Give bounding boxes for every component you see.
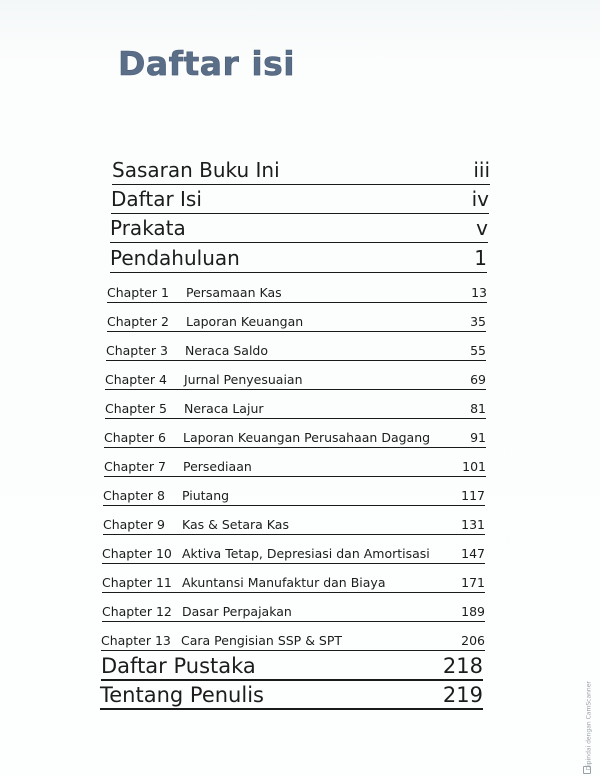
- chapter-page: 55: [470, 343, 486, 358]
- chapter-page: 117: [461, 488, 485, 503]
- toc-entry-label: Prakata: [110, 216, 186, 240]
- toc-chapter-row[interactable]: [105, 399, 486, 416]
- chapter-title: Persamaan Kas: [186, 285, 282, 300]
- chapter-title: Jurnal Penyesuaian: [184, 372, 303, 387]
- toc-entry-daftar-isi[interactable]: [111, 187, 489, 211]
- chapter-number: Chapter 10: [102, 546, 172, 561]
- chapter-title: Akuntansi Manufaktur dan Biaya: [182, 575, 386, 590]
- toc-entry-page: 1: [474, 246, 487, 270]
- chapter-page: 206: [461, 633, 485, 648]
- toc-entry-tentang-penulis[interactable]: [100, 681, 483, 707]
- chapter-page: 101: [462, 459, 486, 474]
- chapter-number: Chapter 12: [102, 604, 172, 619]
- chapter-title: Laporan Keuangan: [186, 314, 304, 329]
- chapter-page: 131: [461, 517, 485, 532]
- chapter-title: Laporan Keuangan Perusahaan Dagang: [183, 430, 431, 445]
- toc-chapter-row[interactable]: [103, 515, 485, 532]
- chapter-title: Persediaan: [183, 459, 252, 474]
- chapter-title: Dasar Perpajakan: [182, 604, 292, 619]
- chapter-page: 189: [461, 604, 485, 619]
- toc-entry-pendahuluan[interactable]: [110, 246, 487, 270]
- chapter-number: Chapter 4: [105, 372, 167, 387]
- toc-entry-sasaran[interactable]: [112, 158, 490, 182]
- toc-chapter-row[interactable]: [102, 573, 485, 590]
- chapter-page: 147: [461, 546, 485, 561]
- chapter-number: Chapter 1: [107, 285, 169, 300]
- chapter-title: Cara Pengisian SSP & SPT: [181, 633, 343, 648]
- chapter-title: Piutang: [182, 488, 230, 503]
- toc-entry-page: iv: [471, 187, 489, 211]
- toc-entry-label: Daftar Pustaka: [101, 654, 256, 678]
- toc-chapter-row[interactable]: [102, 602, 485, 619]
- chapter-number: Chapter 3: [106, 343, 168, 358]
- toc-chapter-row[interactable]: [104, 457, 486, 474]
- chapter-page: 69: [470, 372, 486, 387]
- toc-entry-label: Daftar Isi: [111, 187, 202, 211]
- toc-entry-page: 219: [442, 683, 483, 707]
- chapter-title: Kas & Setara Kas: [182, 517, 289, 532]
- chapter-page: 81: [470, 401, 486, 416]
- toc-entry-label: Pendahuluan: [110, 246, 240, 270]
- toc-entry-page: 218: [442, 654, 483, 678]
- toc-chapter-row[interactable]: [102, 544, 485, 561]
- camscanner-icon: [583, 766, 591, 774]
- chapter-number: Chapter 5: [105, 401, 167, 416]
- toc-chapter-row[interactable]: [107, 283, 487, 300]
- chapter-number: Chapter 13: [101, 633, 171, 648]
- scanner-watermark: [583, 681, 593, 772]
- toc-chapter-row[interactable]: [104, 428, 486, 445]
- chapter-number: Chapter 11: [102, 575, 172, 590]
- chapter-number: Chapter 9: [103, 517, 165, 532]
- toc-chapter-row[interactable]: [101, 631, 485, 648]
- chapter-number: Chapter 2: [107, 314, 169, 329]
- toc-entry-page: iii: [473, 158, 490, 182]
- toc-entry-daftar-pustaka[interactable]: [101, 652, 483, 678]
- chapter-number: Chapter 6: [104, 430, 166, 445]
- toc-entry-label: Tentang Penulis: [100, 683, 264, 707]
- toc-entry-prakata[interactable]: [110, 216, 488, 240]
- toc-entry-label: Sasaran Buku Ini: [112, 158, 280, 182]
- toc-chapter-row[interactable]: [105, 370, 486, 387]
- page-title: Daftar isi: [118, 44, 296, 83]
- toc-chapter-row[interactable]: [106, 341, 486, 358]
- scanner-watermark-text: Dipindai dengan CamScanner: [585, 681, 593, 771]
- chapter-title: Aktiva Tetap, Depresiasi dan Amortisasi: [182, 546, 430, 561]
- toc-chapter-row[interactable]: [103, 486, 485, 503]
- chapter-page: 171: [461, 575, 485, 590]
- chapter-number: Chapter 8: [103, 488, 165, 503]
- chapter-page: 35: [470, 314, 486, 329]
- chapter-page: 91: [470, 430, 486, 445]
- toc-chapter-row[interactable]: [107, 312, 486, 329]
- chapter-number: Chapter 7: [104, 459, 166, 474]
- chapter-page: 13: [471, 285, 487, 300]
- chapter-title: Neraca Lajur: [184, 401, 264, 416]
- toc-entry-page: v: [476, 216, 488, 240]
- chapter-title: Neraca Saldo: [185, 343, 268, 358]
